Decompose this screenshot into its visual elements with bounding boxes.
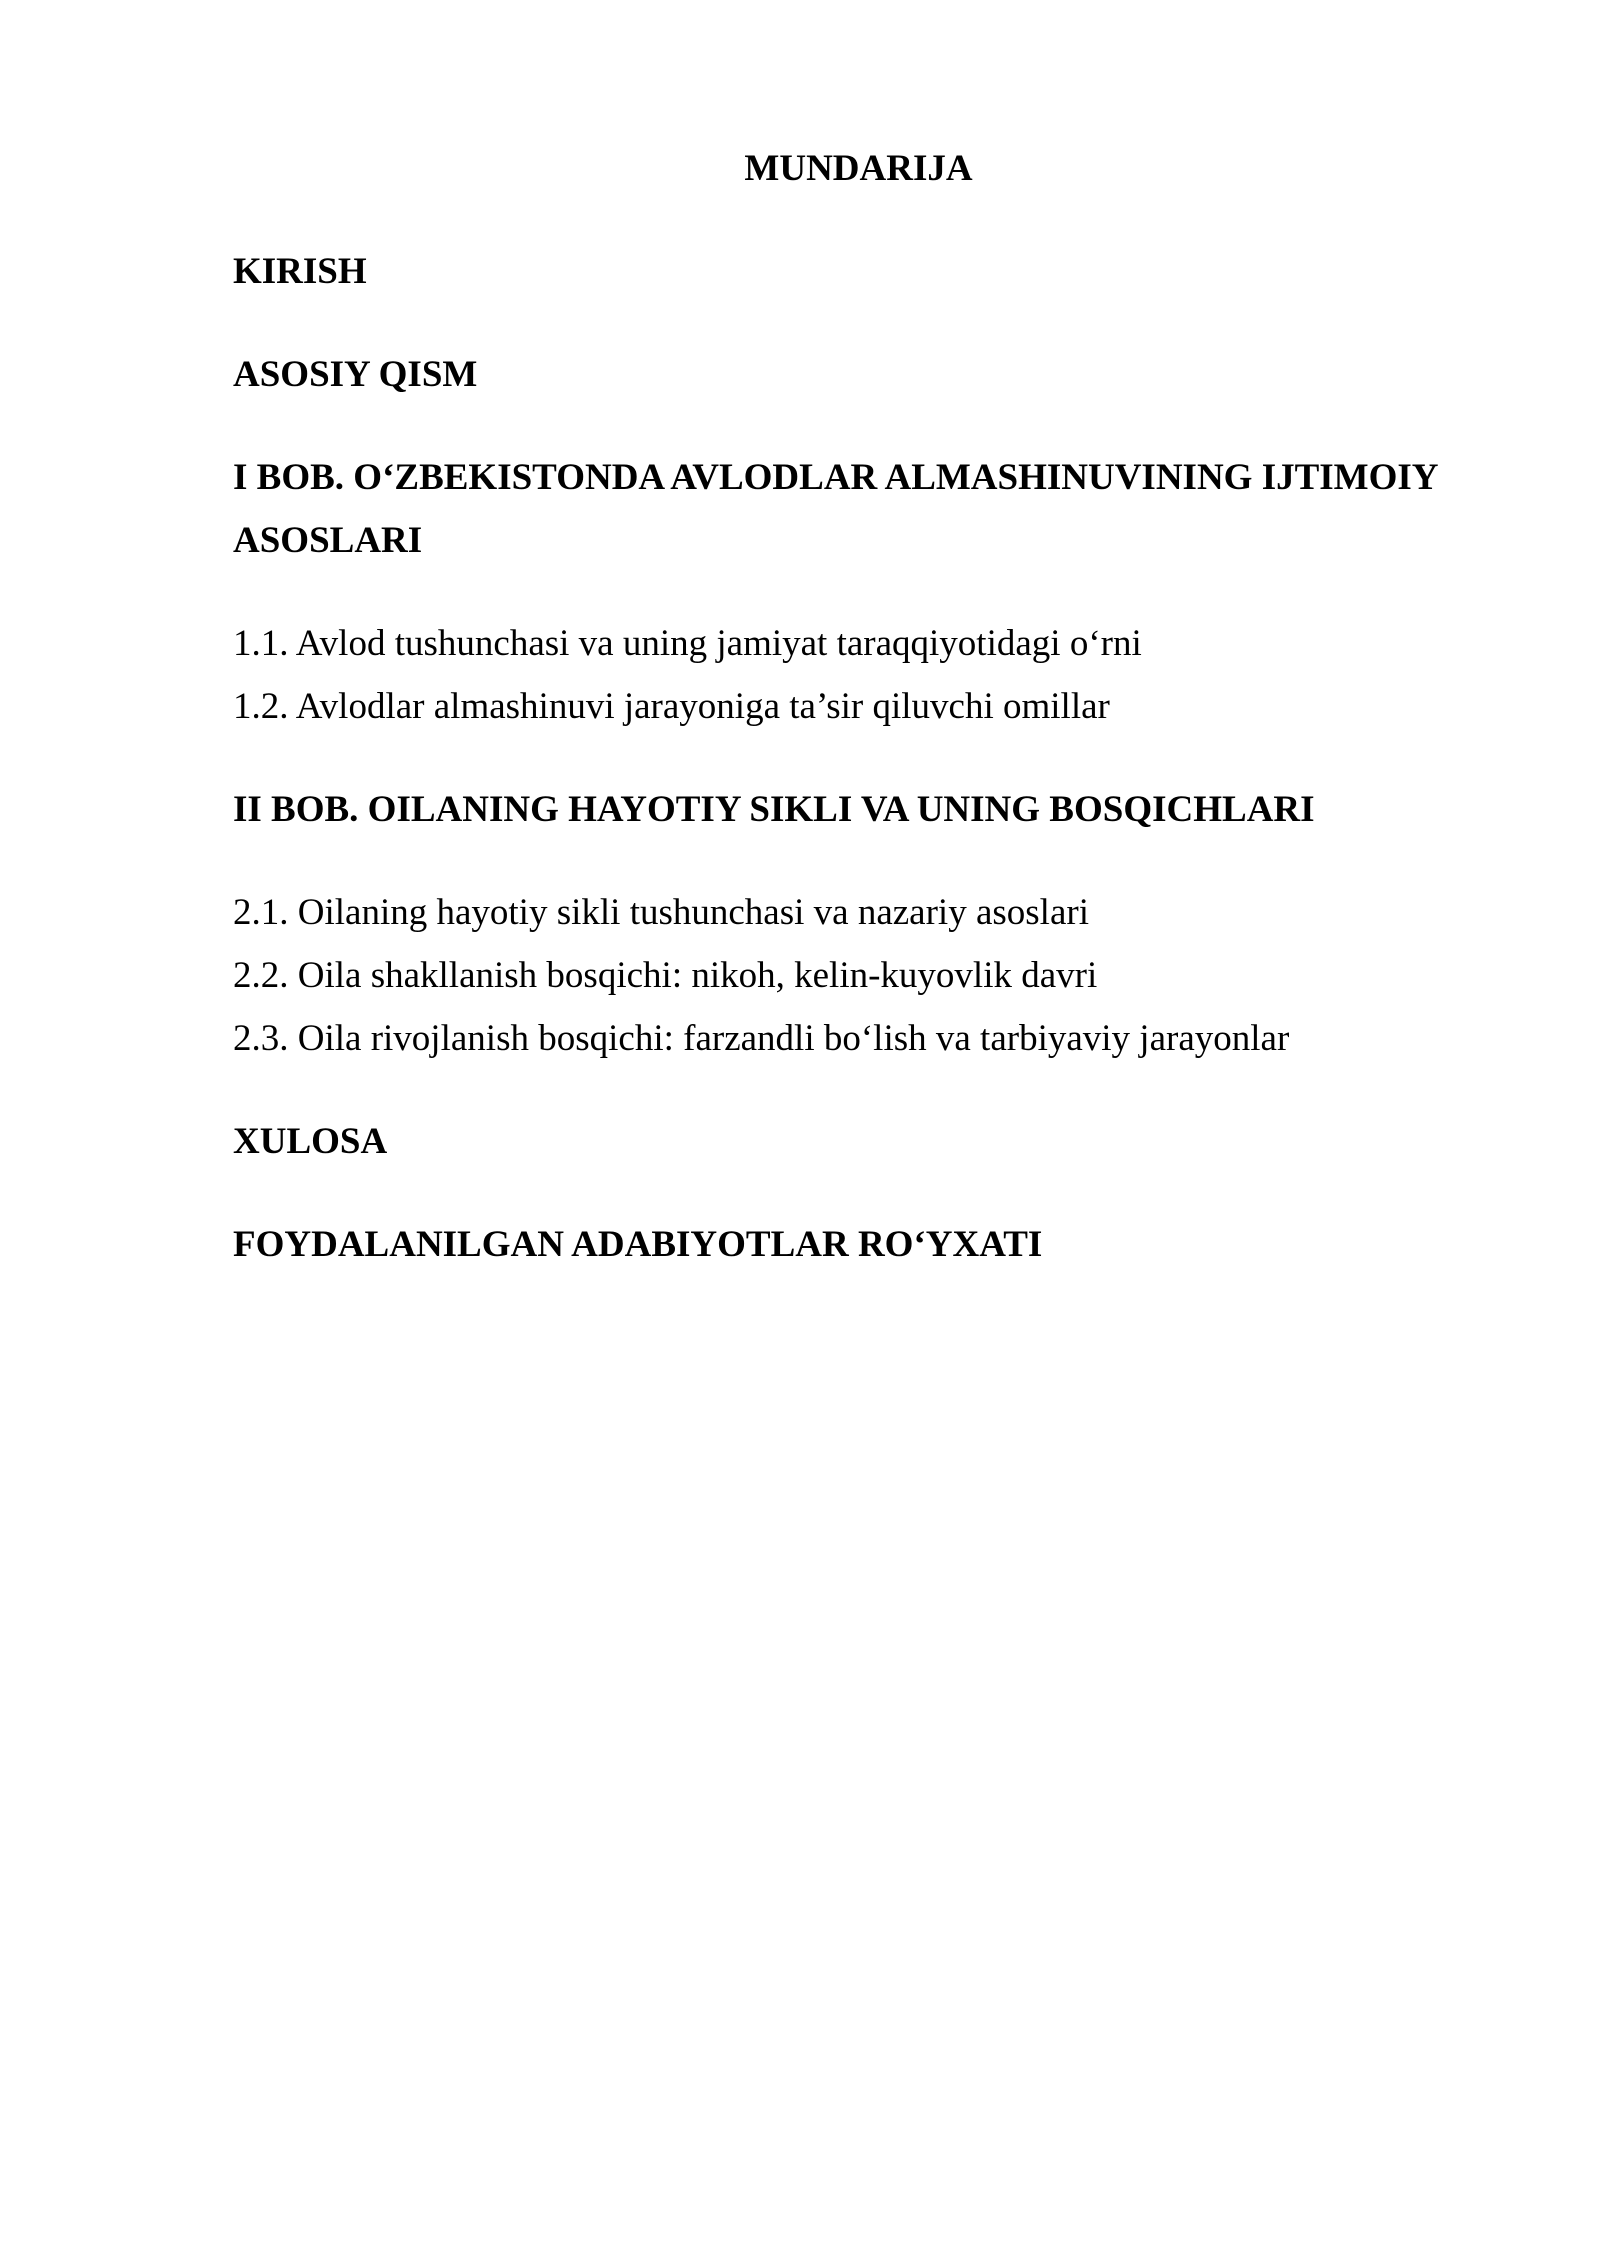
toc-entry-chapter-2: II BOB. OILANING HAYOTIY SIKLI VA UNING BOSQICHLARI	[233, 789, 1315, 830]
toc-entry-xulosa: XULOSA	[233, 1121, 388, 1162]
toc-entry-section-2-3: 2.3. Oila rivojlanish bosqichi: farzandli bo‘lish va tarbiyaviy jarayonlar	[233, 1018, 1290, 1059]
toc-entry-section-2-1: 2.1. Oilaning hayotiy sikli tushunchasi va nazariy asoslari	[233, 892, 1089, 933]
toc-entry-section-1-1: 1.1. Avlod tushunchasi va uning jamiyat taraqqiyotidagi o‘rni	[233, 623, 1142, 664]
toc-entry-section-1-2: 1.2. Avlodlar almashinuvi jarayoniga ta’sir qiluvchi omillar	[233, 686, 1110, 727]
toc-entry-adabiyotlar: FOYDALANILGAN ADABIYOTLAR RO‘YXATI	[233, 1224, 1043, 1265]
toc-entry-section-2-2: 2.2. Oila shakllanish bosqichi: nikoh, kelin-kuyovlik davri	[233, 955, 1098, 996]
toc-entry-asosiy-qism: ASOSIY QISM	[233, 354, 478, 395]
page-title: MUNDARIJA	[744, 148, 973, 189]
toc-group-chapter-1-sections	[233, 612, 1484, 738]
toc-group-chapter-2-sections	[233, 881, 1484, 1070]
toc-entry-chapter-1: I BOB. O‘ZBEKISTONDA AVLODLAR ALMASHINUVINING IJTIMOIY ASOSLARI	[233, 457, 1438, 561]
toc-entry-kirish: KIRISH	[233, 251, 367, 292]
